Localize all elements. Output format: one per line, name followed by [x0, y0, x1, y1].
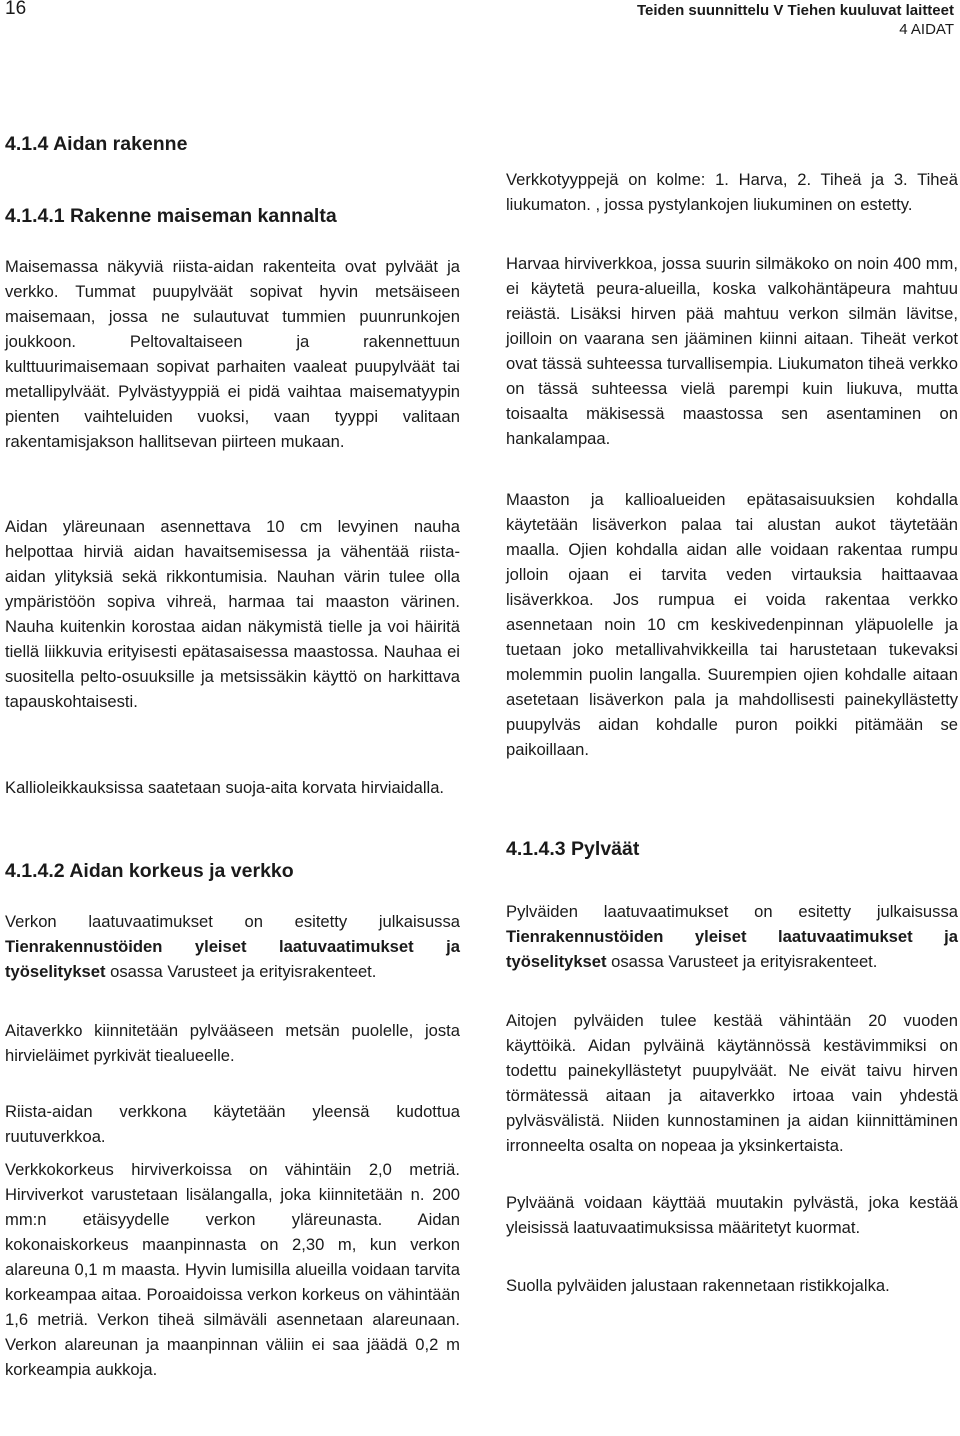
paragraph-kallioleikkaus: Kallioleikkauksissa saatetaan suoja-aita korvata hirviaidalla.	[5, 778, 445, 797]
running-header-title: Teiden suunnittelu V Tiehen kuuluvat laitteet	[637, 2, 954, 19]
section-heading-4-1-4: 4.1.4 Aidan rakenne	[5, 133, 188, 155]
publication-title: Tienrakennustöiden yleiset laatuvaatimukset ja työselitykset	[5, 937, 460, 981]
paragraph-kayttoika: Aitojen pylväiden tulee kestää vähintään 20 vuoden käyttöikä. Aidan pylväinä käytännössä kestävimmiksi on todettu painekyllästetyt puupylväät. Ne eivät taivu hirven törmätessä aitaan ja aitaverkko irtoaa vain yhdestä pylväsvälistä. Niiden kunnostaminen ja aidan kiinnittäminen irronneelta osalta on nopeaa ja yksinkertaista.	[506, 1011, 958, 1155]
page-number: 16	[5, 0, 27, 19]
text-run: Verkon laatuvaatimukset on esitetty julkaisussa	[5, 912, 460, 931]
publication-title: Tienrakennustöiden yleiset laatuvaatimukset ja työselitykset	[506, 927, 958, 971]
section-heading-4-1-4-3: 4.1.4.3 Pylväät	[506, 838, 640, 860]
section-heading-4-1-4-1: 4.1.4.1 Rakenne maiseman kannalta	[5, 205, 337, 227]
paragraph-pylvaiden-laatuvaatimukset	[506, 899, 958, 974]
text-run: osassa Varusteet ja erityisrakenteet.	[606, 952, 878, 971]
paragraph-maaston-epatasaisuudet: Maaston ja kallioalueiden epätasaisuuksien kohdalla käytetään lisäverkon palaa tai alustan aukot täytetään maalla. Ojien kohdalla aidan alle voidaan rakentaa rumpu jolloin ojaan ei tarvita veden virtauksia haittaavaa lisäverkkoa. Jos rumpua ei voida rakentaa verkko asennetaan noin 10 cm keskivedenpinnan yläpuolelle ja tuetaan joko metallivahvikkeilla tai harustetaan tukevaksi molemmin puolin langalla. Suurempien ojien kohdalle aitaan asetetaan lisäverkon pala ja mahdollisesti painekyllästetty puupylväs aidan kohdalle puron poikki pitämään se paikoillaan.	[506, 490, 958, 759]
paragraph-nauha: Aidan yläreunaan asennettava 10 cm levyinen nauha helpottaa hirviä aidan havaitsemisessa ja vähentää riista-aidan ylityksiä sekä rikkontumisia. Nauhan värin tulee olla ympäristöön sopiva vihreä, harmaa tai maaston värinen. Nauha kuitenkin korostaa aidan näkymistä tielle ja voi häiritä tiellä liikkuvia erityisesti epätasaisessa maastossa. Nauhaa ei suositella pelto-osuuksille ja metsissäkin käyttö on harkittava tapauskohtaisesti.	[5, 517, 460, 711]
paragraph-verkkokorkeus: Verkkokorkeus hirviverkoissa on vähintäin 2,0 metriä. Hirviverkot varustetaan lisälangalla, joka kiinnitetään n. 200 mm:n etäisyydelle verkon yläreunasta. Aidan kokonaiskorkeus maanpinnasta on 2,30 m, kun verkon alareuna 0,1 m maasta. Hyvin lumisilla alueilla voidaan tarvita korkeampaa aitaa. Poroaidoissa verkon korkeus on vähintään 1,6 metriä. Verkon tiheä silmäväli asennetaan alareunaan. Verkon alareunan ja maanpinnan väliin ei saa jäädä 0,2 m korkeampia aukkoja.	[5, 1160, 460, 1379]
text-run: Pylväiden laatuvaatimukset on esitetty julkaisussa	[506, 902, 958, 921]
section-heading-4-1-4-2: 4.1.4.2 Aidan korkeus ja verkko	[5, 860, 294, 882]
paragraph-ristikkojalka: Suolla pylväiden jalustaan rakennetaan ristikkojalka.	[506, 1276, 890, 1295]
paragraph-maisema: Maisemassa näkyviä riista-aidan rakenteita ovat pylväät ja verkko. Tummat puupylväät sopivat hyvin metsäiseen maisemaan, jossa ne sulautuvat tummien puunrunkojen joukkoon. Peltovaltaiseen ja rakennettuun kulttuurimaisemaan sopivat parhaiten vaaleat puupylväät tai metallipylväät. Pylvästyyppiä ei pidä vaihtaa maisematyypin pienten vaihteluiden vuoksi, vaan tyyppi valitaan rakentamisjakson hallitsevan piirteen mukaan.	[5, 257, 460, 451]
paragraph-verkon-laatuvaatimukset	[5, 909, 460, 984]
paragraph-harva-verkko: Harvaa hirviverkkoa, jossa suurin silmäkoko on noin 400 mm, ei käytetä peura-alueilla, koska valkohäntäpeura mahtuu reiästä. Lisäksi hirven pää mahtuu verkon silmän lävitse, joilloin on vaarana sen jääminen kiinni aitaan. Tiheät verkot ovat tässä suhteessa turvallisempia. Liukumaton tiheä verkko on tässä suhteessa vielä parempi kuin liukuva, mutta toisaalta mäkisessä maastossa sen asentaminen on hankalampaa.	[506, 254, 958, 448]
paragraph-ruutuverkko: Riista-aidan verkkona käytetään yleensä kudottua ruutuverkkoa.	[5, 1102, 460, 1146]
paragraph-verkkotyypit: Verkkotyyppejä on kolme: 1. Harva, 2. Tiheä ja 3. Tiheä liukumaton. , jossa pystylankojen liukuminen on estetty.	[506, 170, 958, 214]
text-run: osassa Varusteet ja erityisrakenteet.	[105, 962, 377, 981]
paragraph-muut-pylvaat: Pylväänä voidaan käyttää muutakin pylvästä, joka kestää yleisissä laatuvaatimuksissa määritetyt kuormat.	[506, 1193, 958, 1237]
paragraph-aitaverkko: Aitaverkko kiinnitetään pylvääseen metsän puolelle, josta hirvieläimet pyrkivät tiealueelle.	[5, 1021, 460, 1065]
running-header	[637, 1, 954, 39]
running-header-section: 4 AIDAT	[899, 21, 954, 38]
